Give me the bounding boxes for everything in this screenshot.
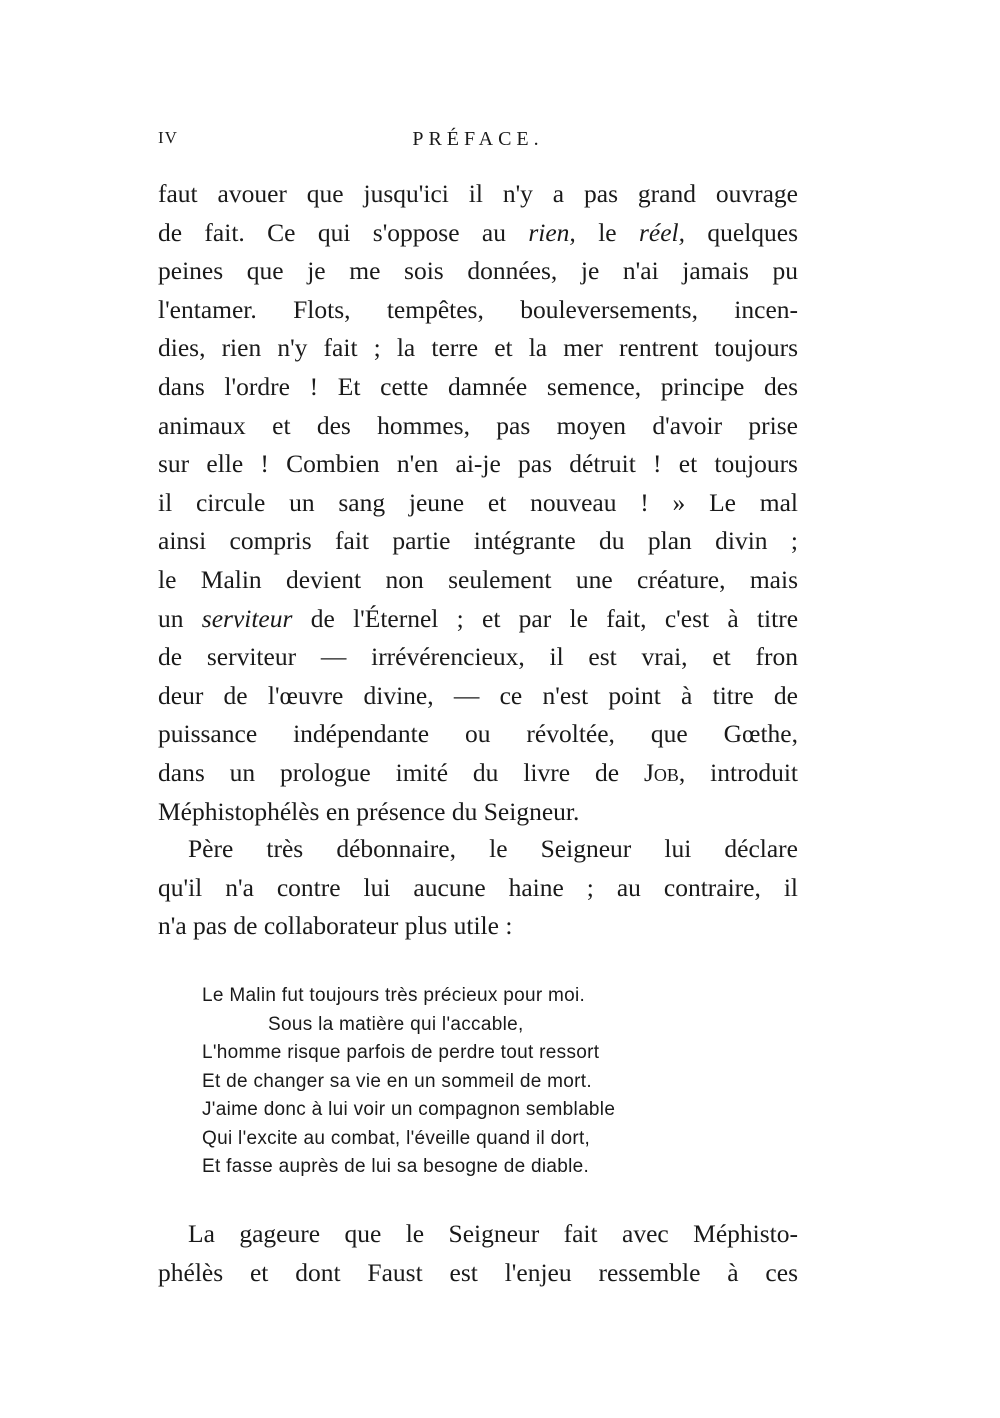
- text-line: puissance indépendante ou révoltée, que Gœthe,: [158, 719, 798, 749]
- page-header: [158, 128, 798, 160]
- page-number: IV: [158, 128, 178, 147]
- text-line: de serviteur — irrévérencieux, il est vrai, et fron: [158, 642, 798, 672]
- verse-quotation: [202, 982, 742, 1182]
- italic-word: réel,: [638, 217, 685, 247]
- text-line: Père très débonnaire, le Seigneur lui déclare: [188, 834, 798, 863]
- verse-line: J'aime donc à lui voir un compagnon semblable: [202, 1099, 616, 1120]
- paragraph-continued: [158, 175, 798, 831]
- small-caps-word: Job,: [643, 757, 686, 787]
- text-line: un serviteur de l'Éternel ; et par le fait, c'est à titre: [158, 603, 799, 633]
- text-line: Méphistophélès en présence du Seigneur.: [158, 796, 580, 826]
- text-line: le Malin devient non seulement une créature, mais: [158, 564, 798, 594]
- verse-line: Et fasse auprès de lui sa besogne de diable.: [202, 1156, 590, 1177]
- text-line: sur elle ! Combien n'en ai-je pas détruit ! et toujours: [158, 449, 798, 479]
- text-line: deur de l'œuvre divine, — ce n'est point à titre de: [158, 680, 798, 710]
- text-line: La gageure que le Seigneur fait avec Méphisto-: [188, 1219, 798, 1248]
- text-line: peines que je me sois données, je n'ai jamais pu: [158, 256, 798, 286]
- verse-line: L'homme risque parfois de perdre tout ressort: [202, 1042, 600, 1063]
- text-line: phélès et dont Faust est l'enjeu ressemble à ces: [158, 1257, 798, 1287]
- text-line: qu'il n'a contre lui aucune haine ; au contraire, il: [158, 872, 798, 902]
- text-line: n'a pas de collaborateur plus utile :: [158, 911, 513, 941]
- paragraph-gageure: [158, 1215, 798, 1292]
- paragraph-seigneur: [158, 830, 798, 946]
- text-line: dans l'ordre ! Et cette damnée semence, principe des: [158, 371, 798, 401]
- text-line: de fait. Ce qui s'oppose au rien, le réel, quelques: [158, 217, 799, 247]
- text-line: faut avouer que jusqu'ici il n'y a pas grand ouvrage: [158, 179, 798, 208]
- text-line: animaux et des hommes, pas moyen d'avoir prise: [158, 410, 798, 440]
- verse-line: Qui l'excite au combat, l'éveille quand il dort,: [202, 1127, 591, 1149]
- text-line: ainsi compris fait partie intégrante du plan divin ;: [158, 526, 798, 556]
- verse-line: Le Malin fut toujours très précieux pour moi.: [202, 985, 586, 1006]
- text-line: dans un prologue imité du livre de Job, introduit: [158, 757, 798, 787]
- italic-word: rien,: [528, 217, 576, 247]
- italic-word: serviteur: [201, 603, 293, 633]
- verse-line: Sous la matière qui l'accable,: [268, 1013, 524, 1035]
- text-line: il circule un sang jeune et nouveau ! » Le mal: [158, 487, 798, 517]
- text-line: dies, rien n'y fait ; la terre et la mer rentrent toujours: [158, 333, 798, 363]
- verse-line: Et de changer sa vie en un sommeil de mort.: [202, 1070, 592, 1092]
- text-line: l'entamer. Flots, tempêtes, bouleversements, incen-: [158, 294, 798, 324]
- running-title: PRÉFACE.: [412, 128, 544, 150]
